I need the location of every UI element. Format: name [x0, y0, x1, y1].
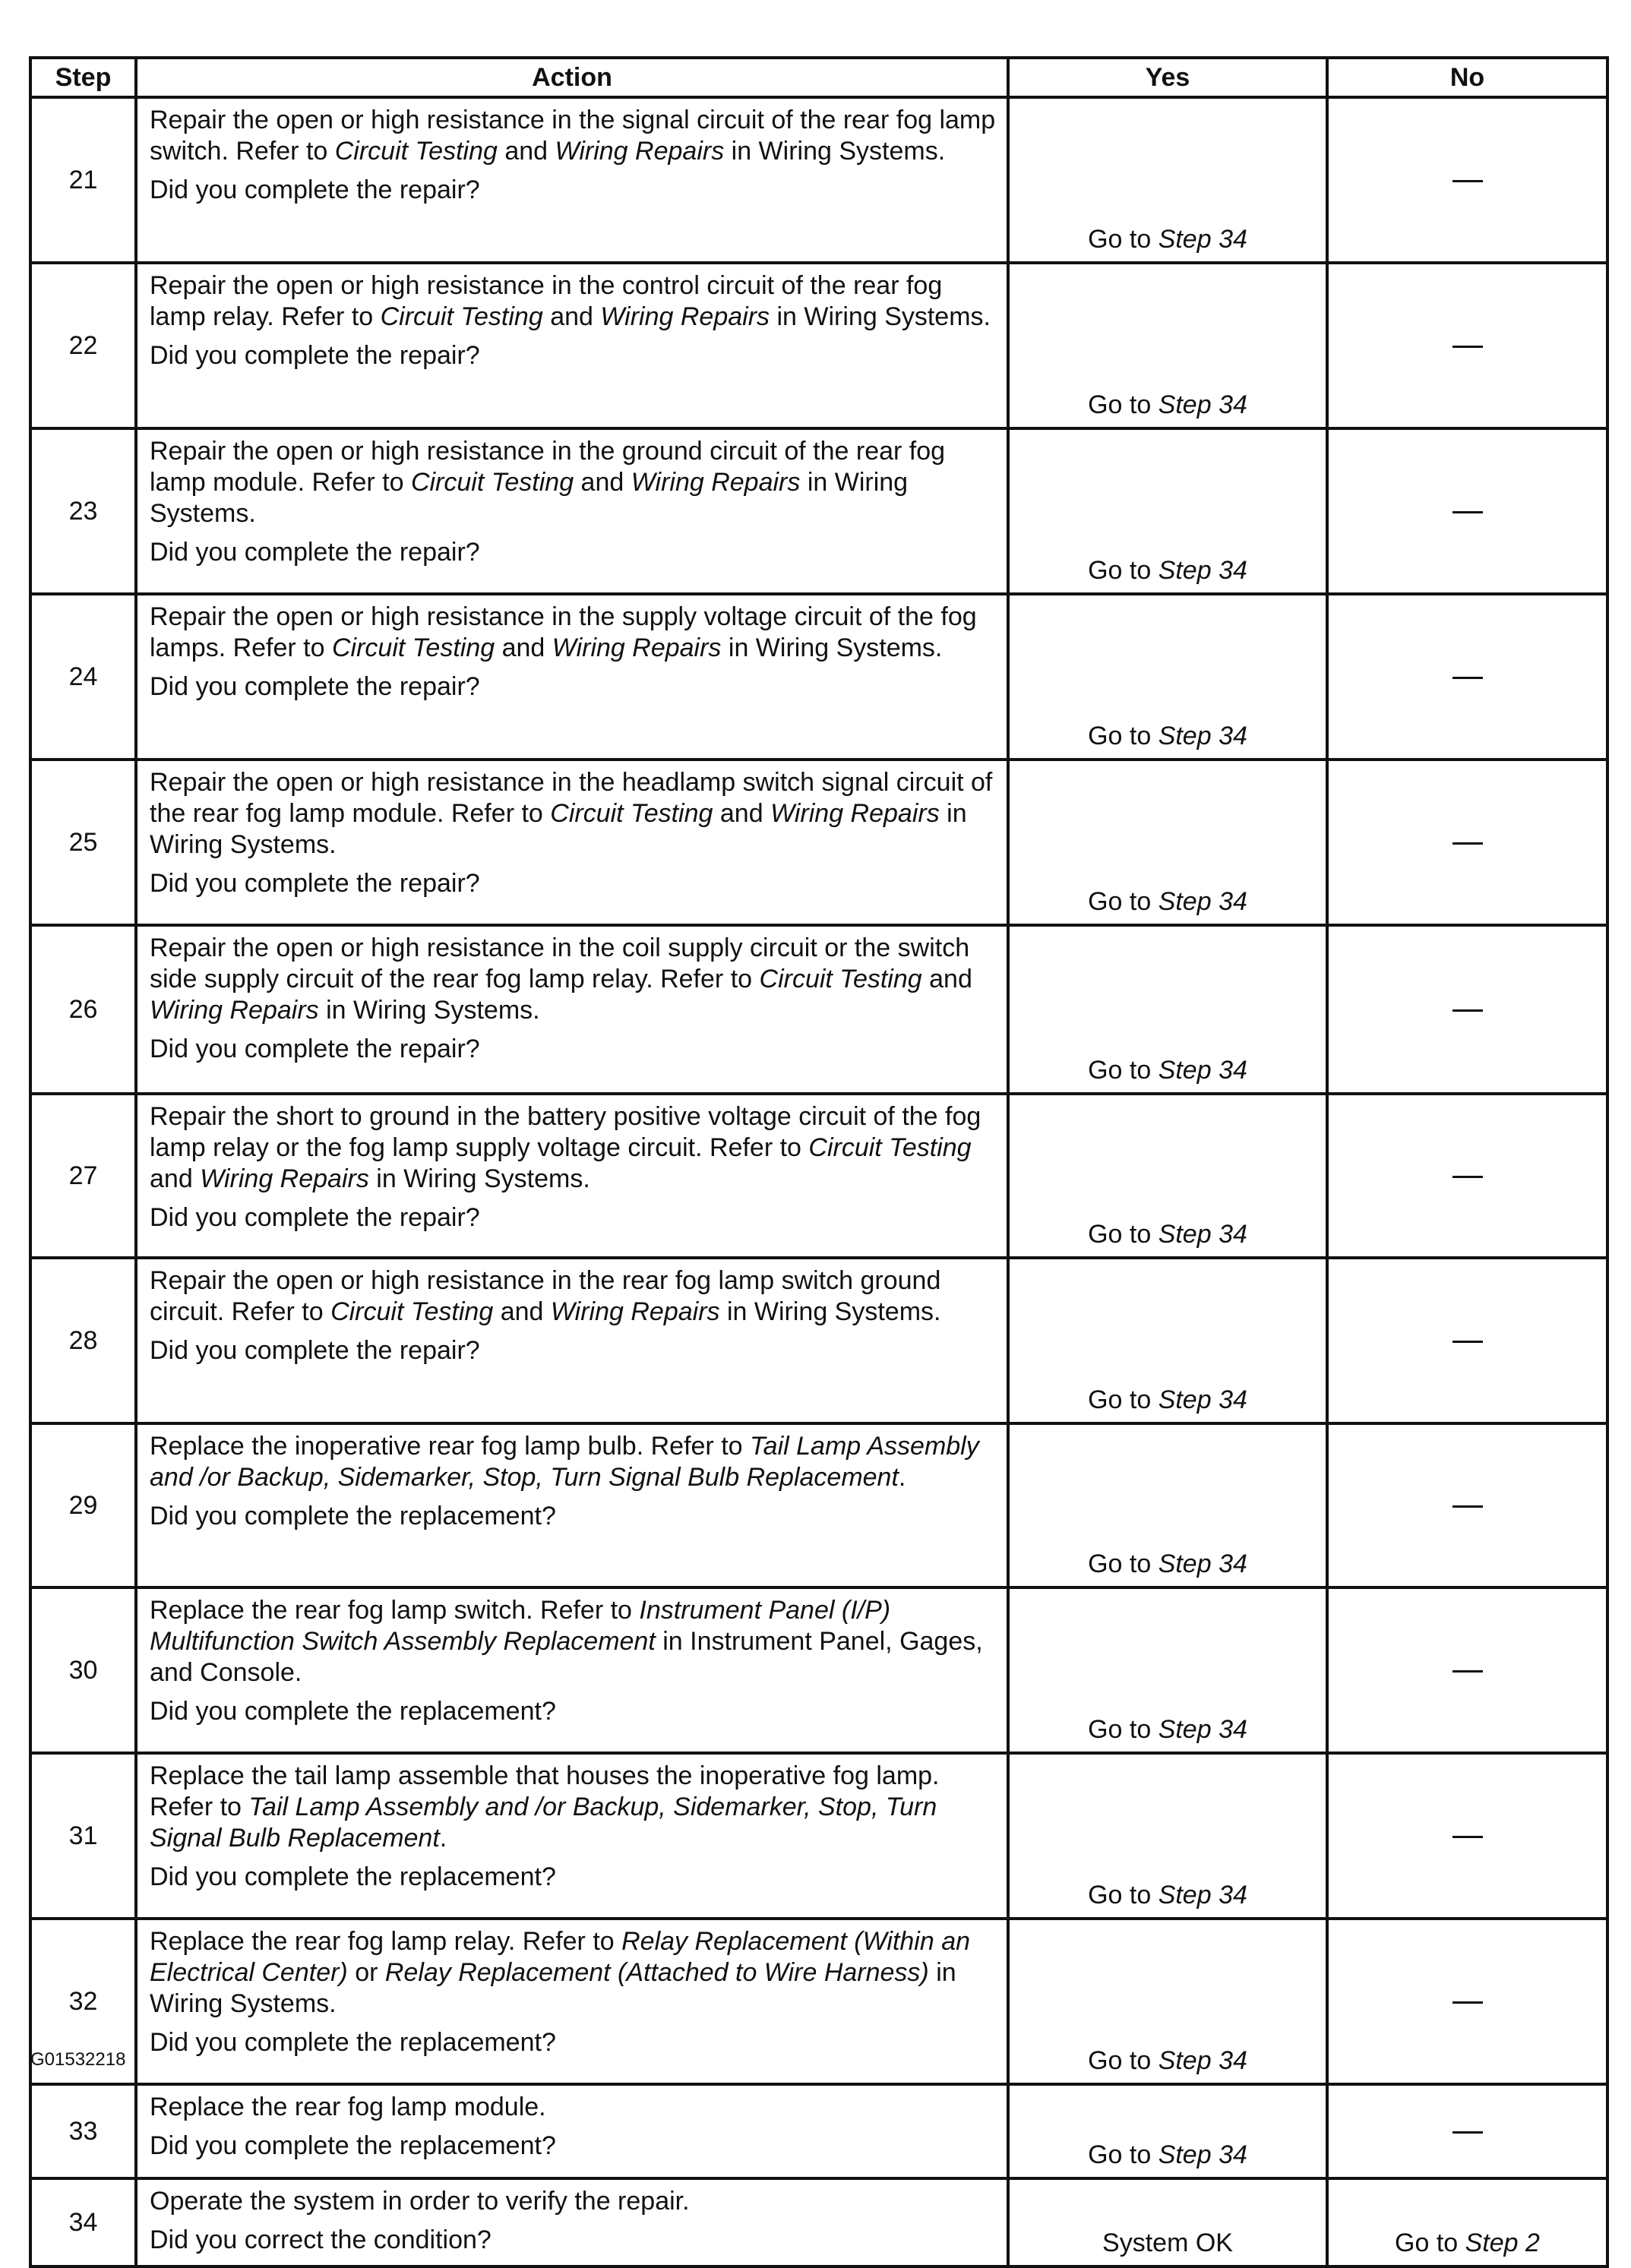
reference-link: Wiring Repairs: [631, 468, 801, 497]
step-number: 26: [30, 925, 136, 1094]
table-row: [30, 1587, 1607, 1753]
text-segment: and: [713, 799, 771, 828]
no-cell: [1327, 594, 1607, 760]
reference-link: Wiring Repairs: [200, 1164, 369, 1193]
reference-link: Relay Replacement (Attached to Wire Harness): [384, 1958, 929, 1987]
text-segment: Replace the tail lamp assemble that houses the inoperative fog lamp. Refer to: [150, 1761, 940, 1821]
step-number: 33: [30, 2084, 136, 2178]
reference-link: Step 34: [1158, 1385, 1247, 1414]
yes-cell: [1008, 428, 1327, 594]
text-segment: Repair the open or high resistance in the rear fog lamp switch ground circuit. Refer to: [150, 1266, 941, 1326]
text-segment: Repair the open or high resistance in the headlamp switch signal circuit of the rear fog lamp module. Refer to: [150, 768, 993, 828]
header-row: [30, 58, 1607, 97]
step-number: 32: [30, 1919, 136, 2084]
table-row: [30, 97, 1607, 263]
table-row: [30, 925, 1607, 1094]
no-cell: [1327, 1587, 1607, 1753]
action-instruction: [150, 2186, 996, 2217]
action-cell: [136, 1753, 1008, 1919]
no-cell: [1327, 1423, 1607, 1587]
text-segment: Go to: [1088, 390, 1158, 419]
yes-cell: [1008, 263, 1327, 428]
table-row: [30, 1094, 1607, 1258]
no-cell: [1327, 1094, 1607, 1258]
table-header: [30, 58, 1607, 97]
action-question: Did you complete the replacement?: [150, 1502, 556, 1530]
action-cell: [136, 760, 1008, 925]
table-body: [30, 97, 1607, 2266]
action-instruction: [150, 270, 996, 333]
yes-cell: [1008, 925, 1327, 1094]
text-segment: Go to: [1088, 1056, 1158, 1085]
yes-cell: [1008, 1919, 1327, 2084]
reference-link: Step 34: [1158, 1220, 1247, 1249]
dash-mark: [1452, 1009, 1483, 1012]
text-segment: in Wiring Systems.: [150, 468, 909, 528]
reference-link: Wiring Repairs: [552, 633, 722, 662]
action-instruction: [150, 436, 996, 529]
reference-link: Step 34: [1158, 1056, 1247, 1085]
dash-mark: [1452, 346, 1483, 348]
reference-link: Step 34: [1158, 1549, 1247, 1578]
text-segment: Replace the rear fog lamp module.: [150, 2093, 546, 2121]
reference-link: Circuit Testing: [808, 1133, 972, 1162]
step-number: 28: [30, 1258, 136, 1423]
no-cell: [1327, 2084, 1607, 2178]
text-segment: Repair the open or high resistance in the supply voltage circuit of the fog lamps. Refer to: [150, 602, 977, 662]
action-cell: [136, 1094, 1008, 1258]
reference-link: Step 34: [1158, 1881, 1247, 1909]
step-number: 24: [30, 594, 136, 760]
action-question: Did you complete the repair?: [150, 538, 480, 567]
reference-link: Wiring Repairs: [770, 799, 940, 828]
reference-link: Circuit Testing: [331, 633, 495, 662]
no-cell: [1327, 925, 1607, 1094]
step-number: 27: [30, 1094, 136, 1258]
action-instruction: [150, 105, 996, 167]
action-instruction: [150, 1101, 996, 1195]
text-segment: in Wiring Systems.: [318, 996, 540, 1025]
text-segment: in Wiring Systems.: [724, 137, 946, 166]
diagnostic-table: [29, 56, 1609, 2268]
text-segment: Repair the open or high resistance in the coil supply circuit or the switch side supply circuit of the rear fog lamp relay. Refer to: [150, 933, 970, 993]
action-cell: [136, 2178, 1008, 2266]
yes-cell: [1008, 1258, 1327, 1423]
text-segment: Go to: [1088, 2140, 1158, 2169]
action-question: Did you complete the repair?: [150, 1034, 480, 1063]
action-question: Did you complete the repair?: [150, 672, 480, 701]
header-step: Step: [30, 58, 136, 97]
reference-link: Step 34: [1158, 722, 1247, 750]
no-cell: [1327, 428, 1607, 594]
header-yes: Yes: [1008, 58, 1327, 97]
text-segment: Repair the open or high resistance in the signal circuit of the rear fog lamp switch. Refer to: [150, 106, 996, 166]
dash-mark: [1452, 1505, 1483, 1508]
action-cell: [136, 97, 1008, 263]
yes-cell: [1008, 760, 1327, 925]
action-question: Did you complete the replacement?: [150, 2131, 556, 2160]
text-segment: and: [921, 965, 972, 993]
no-cell: [1327, 1258, 1607, 1423]
text-segment: Replace the rear fog lamp switch. Refer to: [150, 1596, 640, 1625]
dash-mark: [1452, 2131, 1483, 2134]
yes-cell: [1008, 1753, 1327, 1919]
text-segment: .: [439, 1824, 447, 1853]
table-row: [30, 760, 1607, 925]
text-segment: Repair the open or high resistance in the control circuit of the rear fog lamp relay. Refer to: [150, 271, 943, 331]
no-cell: [1327, 2178, 1607, 2266]
table-row: [30, 2084, 1607, 2178]
reference-link: Circuit Testing: [550, 799, 713, 828]
action-instruction: [150, 1926, 996, 2020]
action-question: Did you complete the repair?: [150, 341, 480, 370]
reference-link: Instrument Panel (I/P) Multifunction Switch Assembly Replacement: [150, 1596, 891, 1656]
text-segment: in Wiring Systems.: [150, 1958, 956, 2018]
text-segment: System OK: [1102, 2229, 1233, 2257]
action-instruction: [150, 933, 996, 1026]
text-segment: Go to: [1088, 1715, 1158, 1744]
text-segment: .: [898, 1463, 906, 1492]
text-segment: Repair the short to ground in the battery positive voltage circuit of the fog lamp relay or the fog lamp supply voltage circuit. Refer to: [150, 1102, 981, 1162]
text-segment: Go to: [1088, 225, 1158, 254]
reference-link: Circuit Testing: [334, 137, 498, 166]
action-instruction: [150, 602, 996, 664]
action-cell: [136, 1423, 1008, 1587]
dash-mark: [1452, 1176, 1483, 1178]
text-segment: in Wiring Systems.: [150, 799, 967, 859]
action-instruction: [150, 1761, 996, 1854]
table-row: [30, 263, 1607, 428]
text-segment: Repair the open or high resistance in the ground circuit of the rear fog lamp module. Refer to: [150, 437, 946, 497]
text-segment: in Instrument Panel, Gages, and Console.: [150, 1627, 983, 1687]
action-question: Did you complete the replacement?: [150, 1697, 556, 1726]
no-cell: [1327, 760, 1607, 925]
text-segment: in Wiring Systems.: [721, 633, 943, 662]
reference-link: Step 34: [1158, 390, 1247, 419]
no-cell: [1327, 1753, 1607, 1919]
step-number: 22: [30, 263, 136, 428]
dash-mark: [1452, 511, 1483, 513]
reference-link: Circuit Testing: [380, 302, 543, 331]
action-cell: [136, 428, 1008, 594]
header-no: No: [1327, 58, 1607, 97]
action-instruction: [150, 2092, 996, 2123]
step-number: 23: [30, 428, 136, 594]
reference-link: Step 34: [1158, 2046, 1247, 2075]
no-cell: [1327, 263, 1607, 428]
text-segment: in Wiring Systems.: [719, 1297, 941, 1326]
reference-link: Tail Lamp Assembly and /or Backup, Sidemarker, Stop, Turn Signal Bulb Replacement: [150, 1793, 937, 1853]
action-cell: [136, 594, 1008, 760]
dash-mark: [1452, 180, 1483, 182]
action-cell: [136, 925, 1008, 1094]
dash-mark: [1452, 2001, 1483, 2004]
table-row: [30, 1423, 1607, 1587]
action-instruction: [150, 1265, 996, 1328]
text-segment: and: [497, 137, 555, 166]
dash-mark: [1452, 677, 1483, 679]
step-number: 25: [30, 760, 136, 925]
table-row: [30, 428, 1607, 594]
reference-link: Wiring Repairs: [150, 996, 319, 1025]
dash-mark: [1452, 1836, 1483, 1838]
step-number: 34: [30, 2178, 136, 2266]
step-number: 29: [30, 1423, 136, 1587]
action-instruction: [150, 767, 996, 861]
table-row: [30, 1919, 1607, 2084]
reference-link: Wiring Repairs: [600, 302, 770, 331]
action-cell: [136, 1258, 1008, 1423]
table-row: [30, 2178, 1607, 2266]
text-segment: or: [347, 1958, 385, 1987]
text-segment: Go to: [1395, 2229, 1465, 2257]
reference-link: Circuit Testing: [410, 468, 574, 497]
text-segment: in Wiring Systems.: [770, 302, 991, 331]
action-question: Did you complete the repair?: [150, 1336, 480, 1365]
reference-link: Wiring Repairs: [555, 137, 725, 166]
text-segment: Go to: [1088, 887, 1158, 916]
reference-link: Step 34: [1158, 225, 1247, 254]
text-segment: Replace the rear fog lamp relay. Refer to: [150, 1927, 622, 1956]
action-question: Did you complete the replacement?: [150, 2028, 556, 2057]
yes-cell: [1008, 2178, 1327, 2266]
step-number: 31: [30, 1753, 136, 1919]
table-row: [30, 1753, 1607, 1919]
action-question: Did you correct the condition?: [150, 2225, 492, 2254]
table-row: [30, 594, 1607, 760]
text-segment: Operate the system in order to verify the repair.: [150, 2187, 690, 2216]
reference-link: Step 34: [1158, 2140, 1247, 2169]
text-segment: Go to: [1088, 722, 1158, 750]
reference-link: Tail Lamp Assembly and /or Backup, Sidemarker, Stop, Turn Signal Bulb Replacement: [150, 1432, 979, 1492]
dash-mark: [1452, 1341, 1483, 1343]
step-number: 21: [30, 97, 136, 263]
yes-cell: [1008, 1587, 1327, 1753]
text-segment: Go to: [1088, 2046, 1158, 2075]
text-segment: and: [493, 1297, 551, 1326]
action-question: Did you complete the repair?: [150, 1203, 480, 1232]
text-segment: Go to: [1088, 1220, 1158, 1249]
action-question: Did you complete the replacement?: [150, 1862, 556, 1891]
action-instruction: [150, 1431, 996, 1493]
text-segment: in Wiring Systems.: [368, 1164, 590, 1193]
no-cell: [1327, 1919, 1607, 2084]
reference-link: Circuit Testing: [330, 1297, 494, 1326]
no-cell: [1327, 97, 1607, 263]
figure-id: G01532218: [30, 2049, 126, 2070]
yes-cell: [1008, 2084, 1327, 2178]
text-segment: and: [495, 633, 552, 662]
action-cell: [136, 1919, 1008, 2084]
reference-link: Step 34: [1158, 887, 1247, 916]
action-instruction: [150, 1595, 996, 1688]
action-question: Did you complete the repair?: [150, 175, 480, 204]
yes-cell: [1008, 594, 1327, 760]
table-row: [30, 1258, 1607, 1423]
action-cell: [136, 263, 1008, 428]
reference-link: Relay Replacement (Within an Electrical Center): [150, 1927, 971, 1987]
text-segment: Go to: [1088, 1385, 1158, 1414]
dash-mark: [1452, 842, 1483, 845]
text-segment: and: [150, 1164, 201, 1193]
reference-link: Step 2: [1465, 2229, 1540, 2257]
action-cell: [136, 2084, 1008, 2178]
step-number: 30: [30, 1587, 136, 1753]
header-action: Action: [136, 58, 1008, 97]
action-cell: [136, 1587, 1008, 1753]
dash-mark: [1452, 1670, 1483, 1673]
reference-link: Step 34: [1158, 556, 1247, 585]
reference-link: Wiring Repairs: [550, 1297, 720, 1326]
yes-cell: [1008, 97, 1327, 263]
text-segment: Go to: [1088, 556, 1158, 585]
text-segment: Go to: [1088, 1881, 1158, 1909]
reference-link: Step 34: [1158, 1715, 1247, 1744]
action-question: Did you complete the repair?: [150, 869, 480, 898]
text-segment: Replace the inoperative rear fog lamp bulb. Refer to: [150, 1432, 751, 1461]
reference-link: Circuit Testing: [759, 965, 922, 993]
text-segment: and: [574, 468, 631, 497]
text-segment: Go to: [1088, 1549, 1158, 1578]
text-segment: and: [542, 302, 601, 331]
yes-cell: [1008, 1094, 1327, 1258]
yes-cell: [1008, 1423, 1327, 1587]
